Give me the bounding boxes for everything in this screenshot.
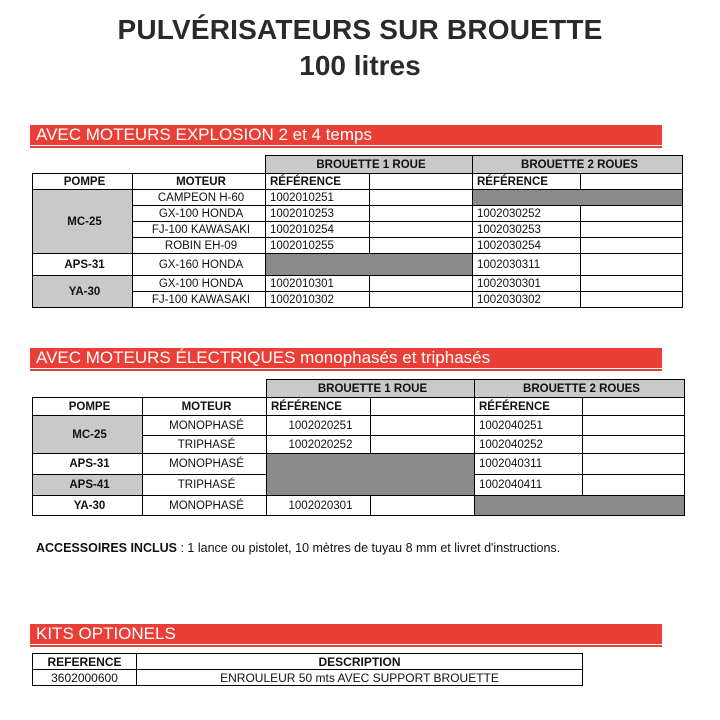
pompe-cell: YA-30 bbox=[33, 496, 143, 516]
moteur-cell: FJ-100 KAWASAKI bbox=[133, 292, 266, 308]
reference-cell: 1002040252 bbox=[475, 436, 583, 454]
unavailable-cell bbox=[475, 496, 685, 516]
reference-cell: 1002010302 bbox=[266, 292, 370, 308]
col-header-pompe: POMPE bbox=[33, 174, 133, 190]
banner-divider bbox=[30, 369, 662, 371]
section-banner-explosion: AVEC MOTEURS EXPLOSION 2 et 4 temps bbox=[30, 125, 662, 145]
group-header-1-roue: BROUETTE 1 ROUE bbox=[266, 156, 473, 174]
table-row bbox=[33, 190, 683, 206]
reference-cell: 1002040251 bbox=[475, 416, 583, 436]
pompe-cell: APS-31 bbox=[33, 254, 133, 276]
table-explosion-motors bbox=[32, 155, 683, 308]
col-header-pompe: POMPE bbox=[33, 398, 143, 416]
moteur-cell: CAMPEON H-60 bbox=[133, 190, 266, 206]
moteur-cell: MONOPHASÉ bbox=[143, 496, 267, 516]
group-header-2-roues: BROUETTE 2 ROUES bbox=[473, 156, 683, 174]
moteur-cell: GX-100 HONDA bbox=[133, 206, 266, 222]
col-header-moteur: MOTEUR bbox=[133, 174, 266, 190]
section-banner-kits: KITS OPTIONELS bbox=[30, 624, 662, 644]
accessories-text: : 1 lance ou pistolet, 10 mètres de tuyau 8 mm et livret d'instructions. bbox=[177, 541, 561, 555]
table-row bbox=[33, 276, 683, 292]
col-header-reference-2: RÉFÉRENCE bbox=[473, 174, 581, 190]
unavailable-cell bbox=[267, 454, 475, 496]
moteur-cell: ROBIN EH-09 bbox=[133, 238, 266, 254]
page-subtitle: 100 litres bbox=[299, 50, 421, 81]
reference-cell: 1002030311 bbox=[473, 254, 581, 276]
accessories-note bbox=[36, 540, 676, 557]
moteur-cell: FJ-100 KAWASAKI bbox=[133, 222, 266, 238]
accessories-label: ACCESSOIRES INCLUS bbox=[36, 541, 177, 555]
reference-cell: 1002010251 bbox=[266, 190, 370, 206]
moteur-cell: MONOPHASÉ bbox=[143, 454, 267, 475]
col-header-description: DESCRIPTION bbox=[137, 654, 583, 670]
reference-cell: 1002040311 bbox=[475, 454, 583, 475]
moteur-cell: TRIPHASÉ bbox=[143, 475, 267, 496]
moteur-cell: GX-160 HONDA bbox=[133, 254, 266, 276]
table-kits bbox=[32, 653, 583, 686]
reference-cell: 1002010254 bbox=[266, 222, 370, 238]
reference-cell: 1002020252 bbox=[267, 436, 371, 454]
moteur-cell: MONOPHASÉ bbox=[143, 416, 267, 436]
banner-divider bbox=[30, 645, 662, 647]
reference-cell: 1002040411 bbox=[475, 475, 583, 496]
group-header-1-roue: BROUETTE 1 ROUE bbox=[267, 380, 475, 398]
reference-cell: 1002010255 bbox=[266, 238, 370, 254]
col-header-reference-1: RÉFÉRENCE bbox=[266, 174, 370, 190]
kit-reference-cell: 3602000600 bbox=[33, 670, 137, 686]
table-row bbox=[33, 496, 685, 516]
banner-divider bbox=[30, 146, 662, 148]
table-row bbox=[33, 254, 683, 276]
pompe-cell: APS-31 bbox=[33, 454, 143, 475]
pompe-cell: APS-41 bbox=[33, 475, 143, 496]
reference-cell: 1002030302 bbox=[473, 292, 581, 308]
col-header-reference: REFERENCE bbox=[33, 654, 137, 670]
reference-cell: 1002010253 bbox=[266, 206, 370, 222]
unavailable-cell bbox=[266, 254, 473, 276]
section-banner-electric: AVEC MOTEURS ÉLECTRIQUES monophasés et triphasés bbox=[30, 348, 662, 368]
kit-description-cell: ENROULEUR 50 mts AVEC SUPPORT BROUETTE bbox=[137, 670, 583, 686]
pompe-cell: MC-25 bbox=[33, 190, 133, 254]
pompe-cell: YA-30 bbox=[33, 276, 133, 308]
page-title: PULVÉRISATEURS SUR BROUETTE bbox=[117, 14, 603, 45]
reference-cell: 1002030254 bbox=[473, 238, 581, 254]
col-header-moteur: MOTEUR bbox=[143, 398, 267, 416]
table-row bbox=[33, 454, 685, 475]
group-header-2-roues: BROUETTE 2 ROUES bbox=[475, 380, 685, 398]
pompe-cell: MC-25 bbox=[33, 416, 143, 454]
table-row bbox=[33, 416, 685, 436]
reference-cell: 1002030253 bbox=[473, 222, 581, 238]
col-header-reference-2: RÉFÉRENCE bbox=[475, 398, 583, 416]
reference-cell: 1002020251 bbox=[267, 416, 371, 436]
reference-cell: 1002030252 bbox=[473, 206, 581, 222]
table-electric-motors bbox=[32, 379, 685, 516]
moteur-cell: GX-100 HONDA bbox=[133, 276, 266, 292]
unavailable-cell bbox=[473, 190, 683, 206]
table-row bbox=[33, 670, 583, 686]
reference-cell: 1002010301 bbox=[266, 276, 370, 292]
reference-cell: 1002020301 bbox=[267, 496, 371, 516]
moteur-cell: TRIPHASÉ bbox=[143, 436, 267, 454]
reference-cell: 1002030301 bbox=[473, 276, 581, 292]
col-header-reference-1: RÉFÉRENCE bbox=[267, 398, 371, 416]
